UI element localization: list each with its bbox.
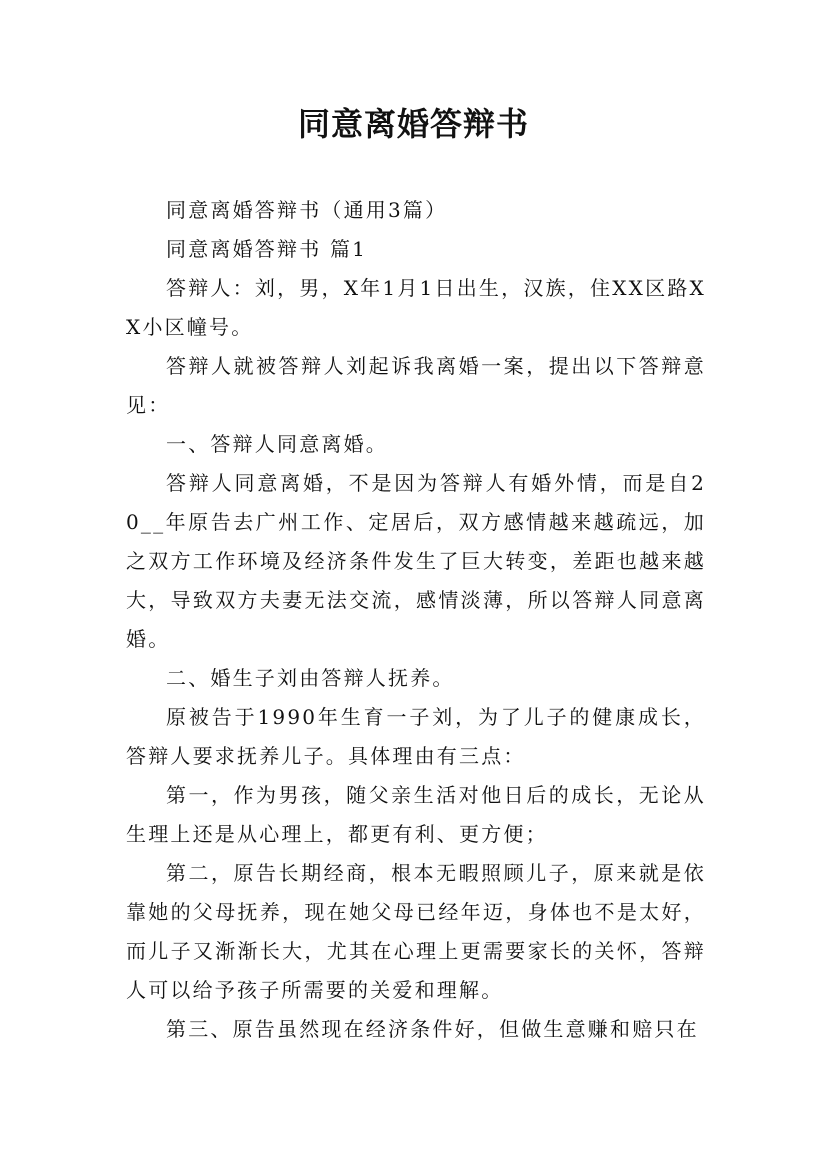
point-two-heading: 二、婚生子刘由答辩人抚养。 xyxy=(166,666,455,690)
document-title: 同意离婚答辩书 xyxy=(297,105,529,143)
custody-intro-paragraph: 原被告于1990年生育一子刘，为了儿子的健康成长，答辩人要求抚养儿子。具体理由有三点： xyxy=(126,705,706,768)
document-body xyxy=(126,191,706,1049)
reason-three-paragraph: 第三、原告虽然现在经济条件好，但做生意赚和赔只在 xyxy=(166,1017,699,1041)
subtitle-paragraph: 同意离婚答辩书（通用3篇） xyxy=(166,198,448,222)
reason-two-paragraph: 第二，原告长期经商，根本无暇照顾儿子，原来就是依靠她的父母抚养，现在她父母已经年迈，身体也不是太好，而儿子又渐渐长大，尤其在心理上更需要家长的关怀，答辩人可以给予孩子所需要的关爱和理解。 xyxy=(126,861,706,1002)
section-heading: 同意离婚答辩书 篇1 xyxy=(166,237,368,261)
point-one-heading: 一、答辩人同意离婚。 xyxy=(166,432,388,456)
reason-one-paragraph: 第一，作为男孩，随父亲生活对他日后的成长，无论从生理上还是从心理上，都更有利、更方便； xyxy=(126,783,706,846)
point-one-paragraph: 答辩人同意离婚，不是因为答辩人有婚外情，而是自20__年原告去广州工作、定居后，双方感情越来越疏远，加之双方工作环境及经济条件发生了巨大转变，差距也越来越大，导致双方夫妻无法交流，感情淡薄，所以答辩人同意离婚。 xyxy=(126,471,706,651)
respondent-info-paragraph: 答辩人：刘，男，X年1月1日出生，汉族，住XX区路XX小区幢号。 xyxy=(126,276,706,339)
intro-paragraph: 答辩人就被答辩人刘起诉我离婚一案，提出以下答辩意见： xyxy=(126,354,706,417)
